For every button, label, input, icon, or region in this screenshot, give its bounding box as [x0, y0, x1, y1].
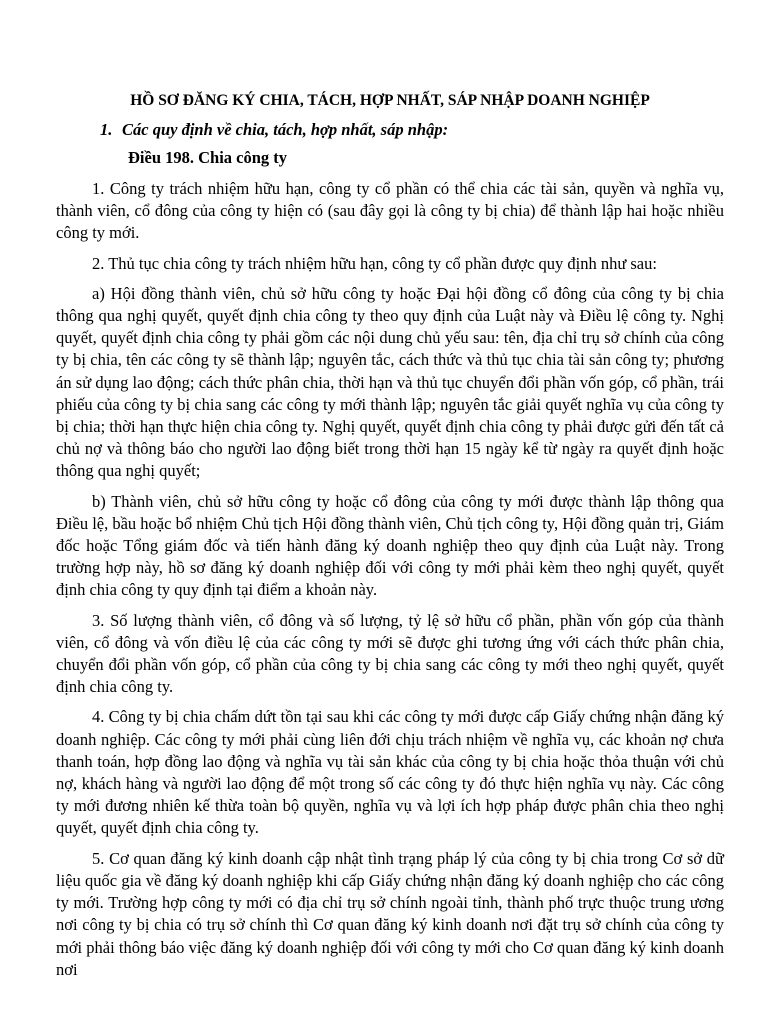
section-heading-text: Các quy định về chia, tách, hợp nhất, sáp nhập:: [122, 120, 449, 139]
paragraph-5: 5. Cơ quan đăng ký kinh doanh cập nhật tình trạng pháp lý của công ty bị chia trong Cơ sở dữ liệu quốc gia về đăng ký doanh nghiệp khi cấp Giấy chứng nhận đăng ký doanh nghiệp cho các công ty mới. Trường hợp công ty mới có địa chỉ trụ sở chính ngoài tỉnh, thành phố trực thuộc trung ương nơi công ty bị chia có trụ sở chính thì Cơ quan đăng ký kinh doanh nơi đặt trụ sở chính của công ty mới phải thông báo việc đăng ký doanh nghiệp đối với công ty mới cho Cơ quan đăng ký kinh doanh nơi: [56, 848, 724, 979]
paragraph-1: 1. Công ty trách nhiệm hữu hạn, công ty cổ phần có thể chia các tài sản, quyền và nghĩa vụ, thành viên, cổ đông của công ty hiện có (sau đây gọi là công ty bị chia) để thành lập hai hoặc nhiều công ty mới.: [56, 179, 724, 243]
paragraph-2a: a) Hội đồng thành viên, chủ sở hữu công ty hoặc Đại hội đồng cổ đông của công ty bị chia thông qua nghị quyết, quyết định chia công ty theo quy định của Luật này và Điều lệ công ty. Nghị quyết, quyết định chia công ty phải gồm các nội dung chủ yếu sau: tên, địa chỉ trụ sở chính của công ty bị chia, tên các công ty sẽ thành lập; nguyên tắc, cách thức và thủ tục chia tài sản công ty; phương án sử dụng lao động; cách thức phân chia, thời hạn và thủ tục chuyển đổi phần vốn góp, cổ phần, trái phiếu của công ty bị chia sang các công ty mới thành lập; nguyên tắc giải quyết nghĩa vụ của công ty bị chia; thời hạn thực hiện chia công ty. Nghị quyết, quyết định chia công ty phải được gửi đến tất cả chủ nợ và thông báo cho người lao động biết trong thời hạn 15 ngày kể từ ngày ra quyết định hoặc thông qua nghị quyết;: [56, 283, 724, 481]
section-number: 1.: [100, 120, 113, 139]
document-title: HỒ SƠ ĐĂNG KÝ CHIA, TÁCH, HỢP NHẤT, SÁP NHẬP DOANH NGHIỆP: [130, 92, 650, 109]
paragraph-2b: b) Thành viên, chủ sở hữu công ty hoặc cổ đông của công ty mới được thành lập thông qua Điều lệ, bầu hoặc bổ nhiệm Chủ tịch Hội đồng thành viên, Chủ tịch công ty, Hội đồng quản trị, Giám đốc hoặc Tổng giám đốc và tiến hành đăng ký doanh nghiệp theo quy định của Luật này. Trong trường hợp này, hồ sơ đăng ký doanh nghiệp đối với công ty mới phải kèm theo nghị quyết, quyết định chia công ty quy định tại điểm a khoản này.: [56, 491, 724, 600]
paragraph-2: 2. Thủ tục chia công ty trách nhiệm hữu hạn, công ty cổ phần được quy định như sau:: [92, 253, 657, 273]
article-heading: Điều 198. Chia công ty: [128, 148, 288, 167]
paragraph-3: 3. Số lượng thành viên, cổ đông và số lượng, tỷ lệ sở hữu cổ phần, phần vốn góp của thành viên, cổ đông và vốn điều lệ của các công ty mới sẽ được ghi tương ứng với cách thức phân chia, chuyển đổi phần vốn góp, cổ phần của công ty bị chia sang các công ty mới theo nghị quyết, quyết định chia công ty.: [56, 610, 724, 697]
paragraph-4: 4. Công ty bị chia chấm dứt tồn tại sau khi các công ty mới được cấp Giấy chứng nhận đăng ký doanh nghiệp. Các công ty mới phải cùng liên đới chịu trách nhiệm về nghĩa vụ, các khoản nợ chưa thanh toán, hợp đồng lao động và nghĩa vụ tài sản khác của công ty bị chia hoặc thỏa thuận với chủ nợ, khách hàng và người lao động để một trong số các công ty đó thực hiện nghĩa vụ này. Các công ty mới đương nhiên kế thừa toàn bộ quyền, nghĩa vụ và lợi ích hợp pháp được phân chia theo nghị quyết, quyết định chia công ty.: [56, 707, 724, 838]
section-heading: [56, 120, 724, 140]
